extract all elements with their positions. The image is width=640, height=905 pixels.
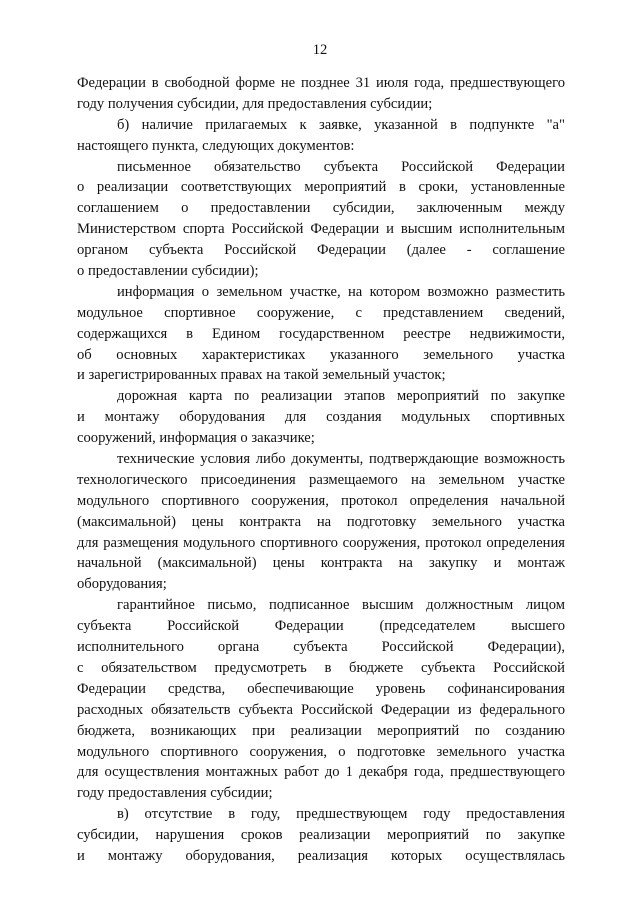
text-line: в) отсутствие в году, предшествующем году предоставления — [117, 806, 565, 823]
text-line: гарантийное письмо, подписанное высшим должностным лицом — [117, 597, 565, 614]
text-line: и монтажу оборудования, реализация которых осуществлялась — [77, 847, 565, 864]
text-line: бюджета, возникающих при реализации мероприятий по созданию — [77, 722, 565, 739]
text-line: для размещения модульного спортивного сооружения, протокол определения — [77, 534, 565, 551]
text-line: сооружений, информация о заказчике; — [77, 430, 315, 447]
page-number: 12 — [312, 42, 328, 58]
text-line: настоящего пункта, следующих документов: — [77, 137, 355, 154]
text-line: о реализации соответствующих мероприятий в сроки, установленные — [77, 179, 565, 196]
text-line: дорожная карта по реализации этапов мероприятий по закупке — [117, 388, 565, 405]
text-line: субсидии, нарушения сроков реализации мероприятий по закупке — [77, 827, 565, 844]
text-line: году предоставления субсидии; — [77, 785, 273, 802]
text-line: и зарегистрированных правах на такой земельный участок; — [77, 367, 446, 384]
text-line: с обязательством предусмотреть в бюджете субъекта Российской — [77, 659, 565, 676]
text-line: б) наличие прилагаемых к заявке, указанной в подпункте "а" — [117, 116, 565, 133]
text-line: модульного спортивного сооружения, протокол определения начальной — [77, 492, 565, 509]
text-line: оборудования; — [77, 576, 167, 593]
text-line: модульного спортивного сооружения, о подготовке земельного участка — [77, 743, 565, 760]
text-line: расходных обязательств субъекта Российской Федерации из федерального — [77, 701, 565, 718]
text-line: начальной (максимальной) цены контракта на закупку и монтаж — [77, 555, 565, 572]
text-line: исполнительного органа субъекта Российской Федерации), — [77, 639, 565, 656]
text-line: Федерации средства, обеспечивающие уровень софинансирования — [77, 680, 565, 697]
text-line: субъекта Российской Федерации (председателем высшего — [77, 618, 565, 635]
body-text — [77, 73, 565, 867]
text-line: и монтажу оборудования для создания модульных спортивных — [77, 409, 565, 426]
text-line: соглашением о предоставлении субсидии, заключенным между — [77, 200, 565, 217]
text-line: году получения субсидии, для предоставления субсидии; — [77, 95, 433, 112]
text-line: (максимальной) цены контракта на подготовку земельного участка — [77, 513, 565, 530]
text-line: для осуществления монтажных работ до 1 декабря года, предшествующего — [77, 764, 565, 781]
text-line: Федерации в свободной форме не позднее 31 июля года, предшествующего — [77, 75, 565, 91]
text-line: Министерством спорта Российской Федерации и высшим исполнительным — [77, 221, 565, 238]
text-line: письменное обязательство субъекта Российской Федерации — [117, 158, 565, 175]
text-line: модульное спортивное сооружение, с представлением сведений, — [77, 304, 565, 321]
text-line: технические условия либо документы, подтверждающие возможность — [117, 451, 565, 468]
text-line: содержащихся в Едином государственном реестре недвижимости, — [77, 325, 565, 342]
text-line: информация о земельном участке, на котором возможно разместить — [117, 283, 565, 300]
text-line: технологического присоединения размещаемого на земельном участке — [77, 471, 565, 488]
text-line: о предоставлении субсидии); — [77, 263, 259, 280]
text-line: органом субъекта Российской Федерации (далее - соглашение — [77, 242, 565, 259]
text-line: об основных характеристиках указанного земельного участка — [77, 346, 565, 363]
